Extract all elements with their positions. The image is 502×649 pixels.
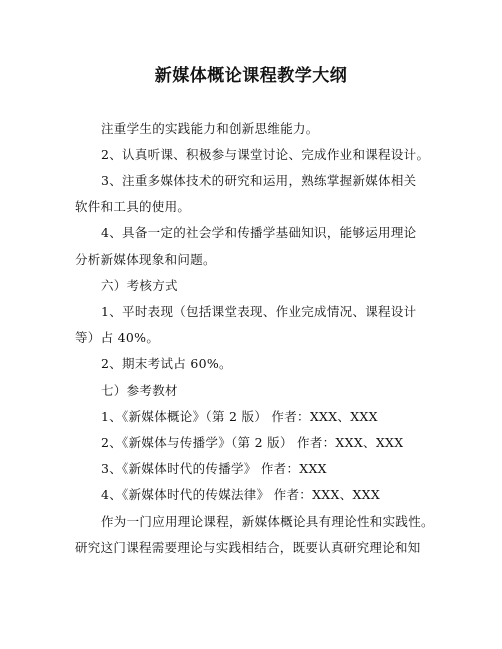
section-heading: 六）考核方式: [101, 278, 178, 293]
paragraph-line: 作为一门应用理论课程，新媒体概论具有理论性和实践性。: [101, 514, 434, 529]
paragraph-line: 分析新媒体现象和问题。: [75, 252, 216, 267]
paragraph-line: 2、认真听课、积极参与课堂讨论、完成作业和课程设计。: [101, 147, 430, 162]
paragraph-line: 等）占 40%。: [75, 330, 160, 345]
paragraph-line: 软件和工具的使用。: [75, 199, 191, 214]
paragraph-line: 2、期末考试占 60%。: [101, 356, 232, 371]
document-title: 新媒体概论课程教学大纲: [154, 66, 348, 86]
section-heading: 七）参考教材: [101, 383, 178, 398]
paragraph-line: 研究这门课程需要理论与实践相结合，既要认真研究理论和知: [75, 540, 421, 555]
reference-item: 2、《新媒体与传播学》（第 2 版） 作者：XXX、XXX: [101, 435, 404, 450]
paragraph-line: 1、平时表现（包括课堂表现、作业完成情况、课程设计: [101, 304, 417, 319]
paragraph-line: 4、具备一定的社会学和传播学基础知识，能够运用理论: [101, 225, 417, 240]
paragraph-line: 注重学生的实践能力和创新思维能力。: [101, 121, 319, 136]
reference-item: 3、《新媒体时代的传播学》 作者：XXX: [101, 461, 327, 476]
paragraph-line: 3、注重多媒体技术的研究和运用，熟练掌握新媒体相关: [101, 173, 417, 188]
reference-item: 4、《新媒体时代的传媒法律》 作者：XXX、XXX: [101, 487, 381, 502]
reference-item: 1、《新媒体概论》（第 2 版） 作者：XXX、XXX: [101, 409, 378, 424]
